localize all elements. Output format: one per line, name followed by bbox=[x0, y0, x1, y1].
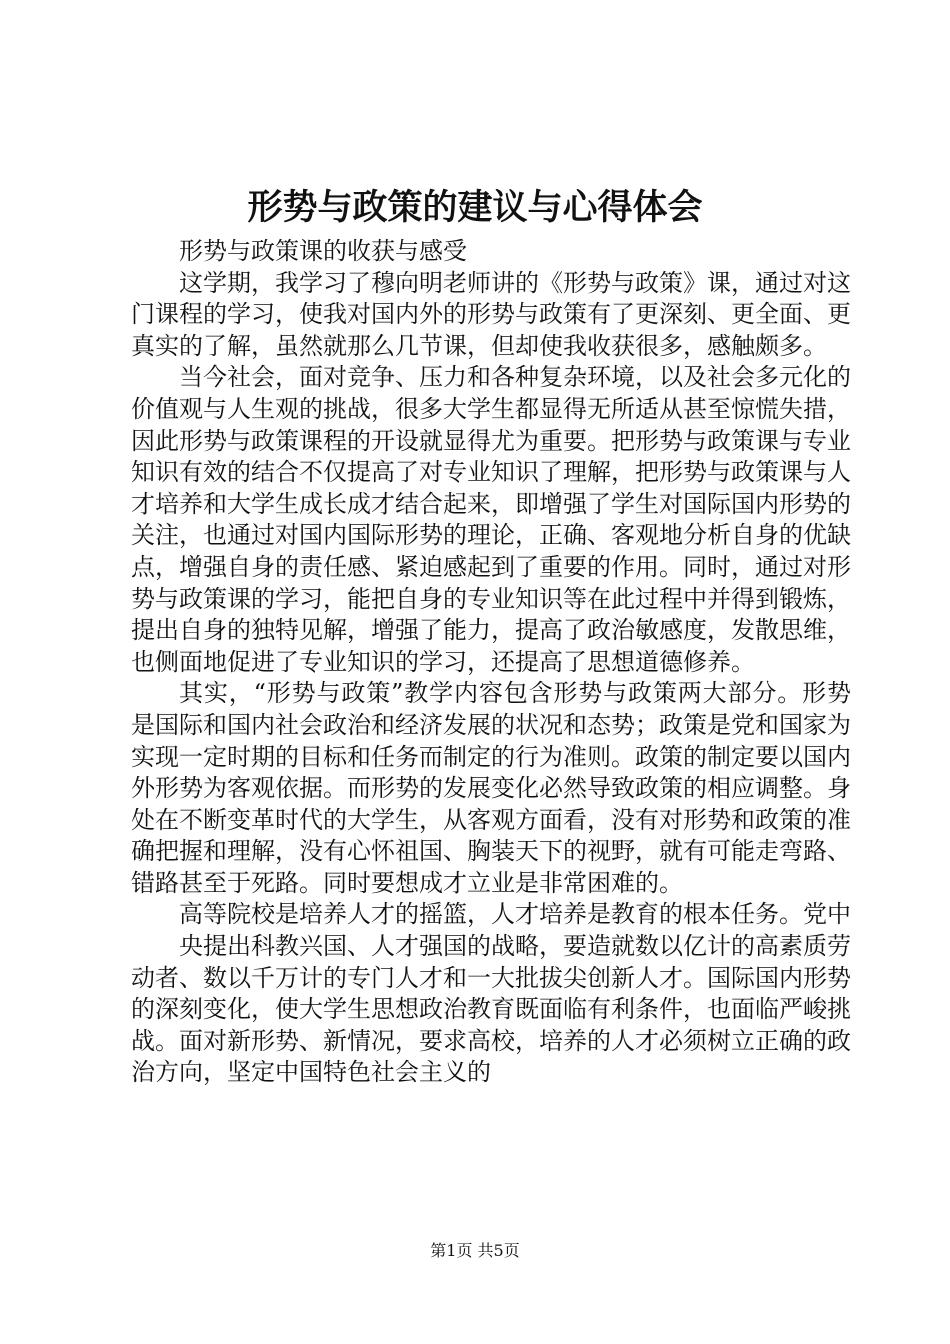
document-body bbox=[131, 236, 851, 1089]
paragraph: 这学期，我学习了穆向明老师讲的《形势与政策》课，通过对这门课程的学习，使我对国内外的形势与政策有了更深刻、更全面、更真实的了解，虽然就那么几节课，但却使我收获很多，感触颇多。 bbox=[131, 268, 851, 360]
paragraph: 当今社会，面对竞争、压力和各种复杂环境，以及社会多元化的价值观与人生观的挑战，很多大学生都显得无所适从甚至惊慌失措，因此形势与政策课程的开设就显得尤为重要。把形势与政策课与专业知识有效的结合不仅提高了对专业知识了理解，把形势与政策课与人才培养和大学生成长成才结合起来，即增强了学生对国际国内形势的关注，也通过对国内国际形势的理论，正确、客观地分析自身的优缺点，增强自身的责任感、紧迫感起到了重要的作用。同时，通过对形势与政策课的学习，能把自身的专业知识等在此过程中并得到锻炼，提出自身的独特见解，增强了能力，提高了政治敏感度，发散思维，也侧面地促进了专业知识的学习，还提高了思想道德修养。 bbox=[131, 363, 851, 676]
paragraph: 高等院校是培养人才的摇篮，人才培养是教育的根本任务。党中 bbox=[179, 900, 851, 929]
paragraph: 央提出科教兴国、人才强国的战略，要造就数以亿计的高素质劳动者、数以千万计的专门人才和一大批拔尖创新人才。国际国内形势的深刻变化，使大学生思想政治教育既面临有利条件，也面临严峻挑战。面对新形势、新情况，要求高校，培养的人才必须树立正确的政治方向，坚定中国特色社会主义的 bbox=[131, 932, 851, 1087]
document-title: 形势与政策的建议与心得体会 bbox=[247, 187, 703, 228]
page-number-footer: 第1页 共5页 bbox=[430, 1241, 520, 1260]
paragraph-subtitle: 形势与政策课的收获与感受 bbox=[179, 237, 467, 265]
paragraph: 其实，“形势与政策”教学内容包含形势与政策两大部分。形势是国际和国内社会政治和经济发展的状况和态势；政策是党和国家为实现一定时期的目标和任务而制定的行为准则。政策的制定要以国内外形势为客观依据。而形势的发展变化必然导致政策的相应调整。身处在不断变革时代的大学生，从客观方面看，没有对形势和政策的准确把握和理解，没有心怀祖国、胸装天下的视野，就有可能走弯路、错路甚至于死路。同时要想成才立业是非常困难的。 bbox=[131, 679, 851, 897]
